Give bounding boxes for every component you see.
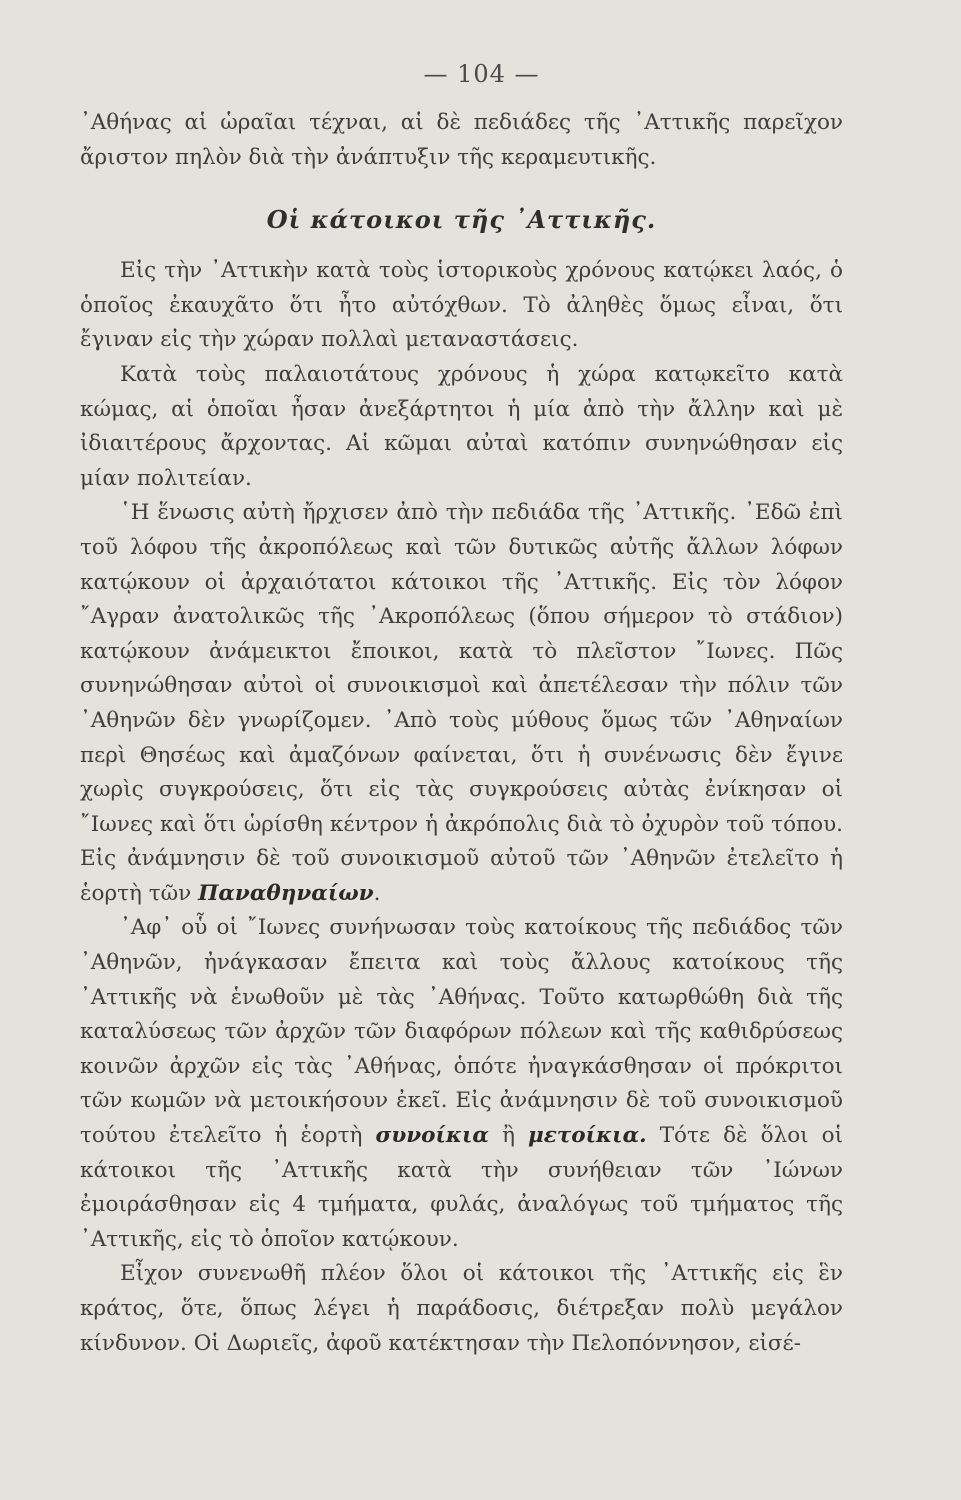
emphasis-synoikia: συνοίκια — [375, 1123, 489, 1149]
paragraph-4-text-a: ᾿Αφ᾿ οὗ οἱ ῎Ιωνες συνήνωσαν τοὺς κατοίκους τῆς πεδιάδος τῶν ᾿Αθηνῶν, ἠνάγκασαν ἔπειτα καὶ τοὺς ἄλλους κατοίκους τῆς ᾿Αττικῆς νὰ ἑνωθοῦν μὲ τὰς ᾿Αθήνας. Τοῦτο κατωρθώθη διὰ τῆς καταλύσεως τῶν ἀρχῶν τῶν διαφόρων πόλεων καὶ τῆς καθιδρύσεως κοινῶν ἀρχῶν εἰς τὰς ᾿Αθήνας, ὁπότε ἠναγκάσθησαν οἱ πρόκριτοι τῶν κωμῶν νὰ μετοικήσουν ἐκεῖ. Εἰς ἀνάμνησιν δὲ τοῦ συνοικισμοῦ τούτου ἐτελεῖτο ἡ ἑορτὴ — [80, 915, 843, 1149]
paragraph-5: Εἶχον συνενωθῆ πλέον ὅλοι οἱ κάτοικοι τῆς ᾿Αττικῆς εἰς ἓν κράτος, ὅτε, ὅπως λέγει ἡ παράδοσις, διέτρεξαν πολὺ μεγάλον κίνδυνον. Οἱ Δωριεῖς, ἀφοῦ κατέκτησαν τὴν Πελοπόννησον, εἰσέ- — [80, 1261, 843, 1356]
page-number: — 104 — — [423, 60, 540, 88]
paragraph-4 — [80, 911, 843, 1257]
paragraph-continuation: ᾿Αθήνας αἱ ὡραῖαι τέχναι, αἱ δὲ πεδιάδες τῆς ᾿Αττικῆς παρεῖχον ἄριστον πηλὸν διὰ τὴν ἀνάπτυξιν τῆς κεραμευτικῆς. — [80, 110, 843, 170]
emphasis-panathenaia: Παναθηναίων — [198, 880, 374, 906]
paragraph-1: Εἰς τὴν ᾿Αττικὴν κατὰ τοὺς ἱστορικοὺς χρόνους κατῴκει λαός, ὁ ὁποῖος ἐκαυχᾶτο ὅτι ἦτο αὐτόχθων. Τὸ ἀληθὲς ὅμως εἶναι, ὅτι ἔγιναν εἰς τὴν χώραν πολλαὶ μεταναστάσεις. — [80, 258, 843, 353]
paragraph-3-tail: . — [373, 880, 381, 906]
emphasis-metoikia: μετοίκια. — [528, 1123, 647, 1149]
paragraph-4-text-b: Τότε δὲ ὅλοι οἱ κάτοικοι τῆς ᾿Αττικῆς κατὰ τὴν συνήθειαν τῶν ᾿Ιώνων ἐμοιράσθησαν εἰς 4 τμήματα, φυλάς, ἀναλόγως τοῦ τμήματος τῆς ᾿Αττικῆς, εἰς τὸ ὁποῖον κατῴκουν. — [80, 1123, 844, 1252]
paragraph-2: Κατὰ τοὺς παλαιοτάτους χρόνους ἡ χώρα κατῳκεῖτο κατὰ κώμας, αἱ ὁποῖαι ἦσαν ἀνεξάρτητοι ἡ μία ἀπὸ τὴν ἄλλην καὶ μὲ ἰδιαιτέρους ἄρχοντας. Αἱ κῶμαι αὐταὶ κατόπιν συνηνώθησαν εἰς μίαν πολιτείαν. — [80, 361, 843, 491]
section-heading: Οἱ κάτοικοι τῆς ᾿Αττικῆς. — [266, 205, 657, 235]
paragraph-3 — [80, 496, 843, 911]
paragraph-4-mid: ἢ — [502, 1123, 515, 1149]
paragraph-3-text: ῾Η ἕνωσις αὐτὴ ἤρχισεν ἀπὸ τὴν πεδιάδα τῆς ᾿Αττικῆς. ᾿Εδῶ ἐπὶ τοῦ λόφου τῆς ἀκροπόλεως καὶ τῶν δυτικῶς αὐτῆς ἄλλων λόφων κατῴκουν οἱ ἀρχαιότατοι κάτοικοι τῆς ᾿Αττικῆς. Εἰς τὸν λόφον ῎Αγραν ἀνατολικῶς τῆς ᾿Ακροπόλεως (ὅπου σήμερον τὸ στάδιον) κατῴκουν ἀνάμεικτοι ἔποικοι, κατὰ τὸ πλεῖστον ῎Ιωνες. Πῶς συνηνώθησαν αὐτοὶ οἱ συνοικισμοὶ καὶ ἀπετέλεσαν τὴν πόλιν τῶν ᾿Αθηνῶν δὲν γνωρίζομεν. ᾿Απὸ τοὺς μύθους ὅμως τῶν ᾿Αθηναίων περὶ Θησέως καὶ ἀμαζόνων φαίνεται, ὅτι ἡ συνένωσις δὲν ἔγινε χωρὶς συγκρούσεις, ὅτι εἰς τὰς συγκρούσεις αὐτὰς ἐνίκησαν οἱ ῎Ιωνες καὶ ὅτι ὡρίσθη κέντρον ἡ ἀκρόπολις διὰ τὸ ὀχυρὸν τοῦ τόπου. Εἰς ἀνάμνησιν δὲ τοῦ συνοικισμοῦ αὐτοῦ τῶν ᾿Αθηνῶν ἐτελεῖτο ἡ ἑορτὴ τῶν — [80, 500, 843, 906]
